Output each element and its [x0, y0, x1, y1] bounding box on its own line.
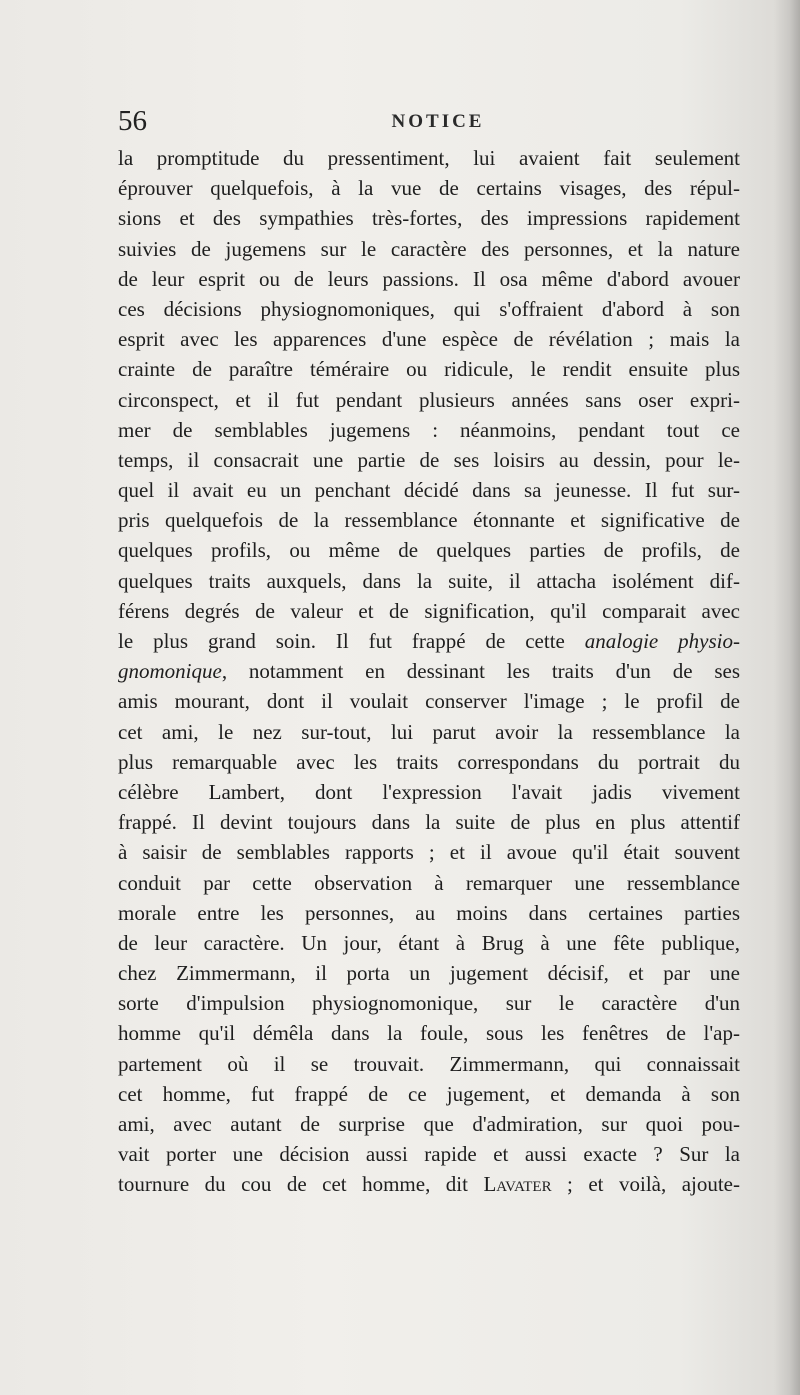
page-header	[118, 104, 740, 138]
text-line: à saisir de semblables rapports ; et il avoue qu'il était souvent	[118, 840, 740, 865]
text-line: circonspect, et il fut pendant plusieurs années sans oser expri-	[118, 387, 740, 412]
text-line: conduit par cette observation à remarquer une ressemblance	[118, 870, 740, 895]
text-line: quelques traits auxquels, dans la suite, il attacha isolément dif-	[118, 568, 740, 593]
text-segment: ; et voilà, ajoute-	[551, 1172, 740, 1197]
text-line: crainte de paraître téméraire ou ridicule, le rendit ensuite plus	[118, 357, 740, 382]
text-segment: , notamment en dessinant les traits d'un de ses	[221, 659, 740, 684]
text-line: temps, il consacrait une partie de ses loisirs au dessin, pour le-	[118, 447, 740, 472]
text-line: sions et des sympathies très-fortes, des impressions rapidement	[118, 206, 740, 231]
running-title: NOTICE	[391, 111, 485, 132]
text-line: morale entre les personnes, au moins dans certaines parties	[118, 900, 740, 925]
text-line: chez Zimmermann, il porta un jugement décisif, et par une	[118, 961, 740, 986]
text-line: sorte d'impulsion physiognomonique, sur le caractère d'un	[118, 991, 740, 1016]
text-line: la promptitude du pressentiment, lui avaient fait seulement	[118, 146, 740, 170]
text-line: quelques profils, ou même de quelques parties de profils, de	[118, 538, 740, 563]
text-line-with-italic	[118, 626, 740, 656]
text-segment: tournure du cou de cet homme, dit	[118, 1172, 484, 1197]
text-line: amis mourant, dont il voulait conserver l'image ; le profil de	[118, 689, 740, 714]
text-line: plus remarquable avec les traits correspondans du portrait du	[118, 749, 740, 774]
text-line: quel il avait eu un penchant décidé dans sa jeunesse. Il fut sur-	[118, 478, 740, 503]
text-line: vait porter une décision aussi rapide et aussi exacte ? Sur la	[118, 1142, 740, 1167]
text-line: pris quelquefois de la ressemblance étonnante et significative de	[118, 508, 740, 533]
page-number: 56	[118, 105, 147, 137]
page-edge-shadow	[774, 0, 800, 1395]
text-line: mer de semblables jugemens : néanmoins, pendant tout ce	[118, 417, 740, 442]
text-line: ami, avec autant de surprise que d'admiration, sur quoi pou-	[118, 1112, 740, 1136]
text-line: cet homme, fut frappé de ce jugement, et demanda à son	[118, 1081, 740, 1106]
text-line: cet ami, le nez sur-tout, lui parut avoir la ressemblance la	[118, 719, 740, 744]
text-line-with-smallcaps	[118, 1169, 740, 1199]
text-line: célèbre Lambert, dont l'expression l'avait jadis vivement	[118, 779, 740, 804]
text-line: ces décisions physiognomoniques, qui s'offraient d'abord à son	[118, 296, 740, 321]
text-line: suivies de jugemens sur le caractère des personnes, et la nature	[118, 236, 740, 261]
text-line: de leur esprit ou de leurs passions. Il osa même d'abord avouer	[118, 266, 740, 291]
text-line-with-italic	[118, 656, 740, 686]
text-line: homme qu'il démêla dans la foule, sous les fenêtres de l'ap-	[118, 1021, 740, 1046]
text-line: frappé. Il devint toujours dans la suite de plus en plus attentif	[118, 810, 740, 835]
text-line: férens degrés de valeur et de signification, qu'il comparait avec	[118, 598, 740, 623]
text-line: esprit avec les apparences d'une espèce de révélation ; mais la	[118, 327, 740, 352]
text-line: éprouver quelquefois, à la vue de certains visages, des répul-	[118, 176, 740, 201]
body-text	[118, 143, 740, 1200]
text-line: partement où il se trouvait. Zimmermann, qui connaissait	[118, 1051, 740, 1076]
italic-term: analogie physio-	[584, 629, 740, 653]
text-segment: le plus grand soin. Il fut frappé de cette	[118, 629, 585, 653]
text-line: de leur caractère. Un jour, étant à Brug à une fête publique,	[118, 930, 740, 955]
author-name-smallcaps: Lavater	[483, 1172, 552, 1197]
italic-term: gnomonique	[118, 659, 222, 684]
